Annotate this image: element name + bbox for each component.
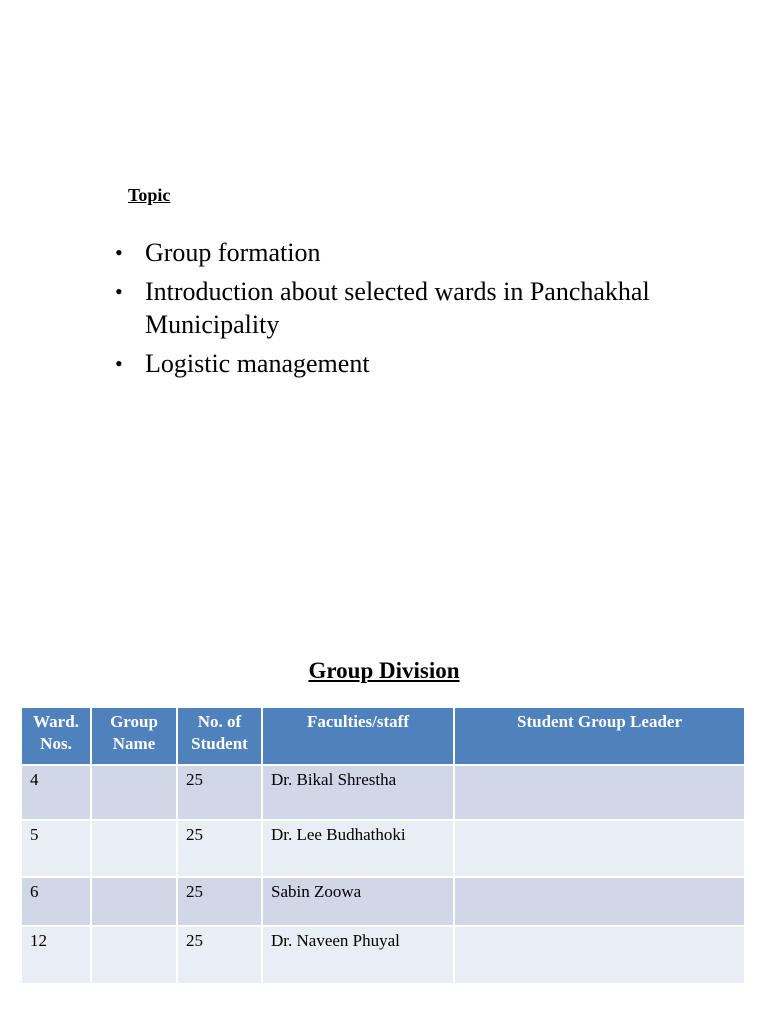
bullet-text: Logistic management (145, 349, 370, 378)
cell-leader (454, 877, 745, 926)
cell-leader (454, 926, 745, 984)
bullet-icon: • (115, 240, 123, 265)
column-header-ward: Ward. Nos. (21, 707, 91, 765)
column-header-group-name: Group Name (91, 707, 177, 765)
bullet-icon: • (115, 351, 123, 376)
bullet-item (115, 275, 715, 341)
cell-ward: 5 (21, 820, 91, 877)
bullet-item (115, 236, 715, 269)
topic-bullet-list (115, 236, 715, 386)
cell-group-name (91, 820, 177, 877)
cell-group-name (91, 765, 177, 820)
table-title: Group Division (308, 658, 460, 683)
cell-faculty: Dr. Bikal Shrestha (262, 765, 454, 820)
cell-students: 25 (177, 926, 262, 984)
bullet-text: Introduction about selected wards in Panchakhal Municipality (145, 277, 650, 339)
cell-students: 25 (177, 820, 262, 877)
cell-leader (454, 820, 745, 877)
cell-students: 25 (177, 765, 262, 820)
cell-students: 25 (177, 877, 262, 926)
table-header-row (21, 707, 745, 765)
bullet-item (115, 347, 715, 380)
column-header-faculty: Faculties/staff (262, 707, 454, 765)
cell-faculty: Dr. Lee Budhathoki (262, 820, 454, 877)
group-division-table (20, 706, 746, 985)
cell-leader (454, 765, 745, 820)
table-row (21, 926, 745, 984)
cell-group-name (91, 877, 177, 926)
table-row (21, 820, 745, 877)
bullet-icon: • (115, 279, 123, 304)
column-header-leader: Student Group Leader (454, 707, 745, 765)
bullet-text: Group formation (145, 238, 321, 267)
cell-ward: 6 (21, 877, 91, 926)
cell-ward: 12 (21, 926, 91, 984)
table-row (21, 877, 745, 926)
topic-heading: Topic (128, 185, 171, 205)
cell-ward: 4 (21, 765, 91, 820)
table-row (21, 765, 745, 820)
cell-group-name (91, 926, 177, 984)
cell-faculty: Dr. Naveen Phuyal (262, 926, 454, 984)
column-header-students: No. of Student (177, 707, 262, 765)
cell-faculty: Sabin Zoowa (262, 877, 454, 926)
